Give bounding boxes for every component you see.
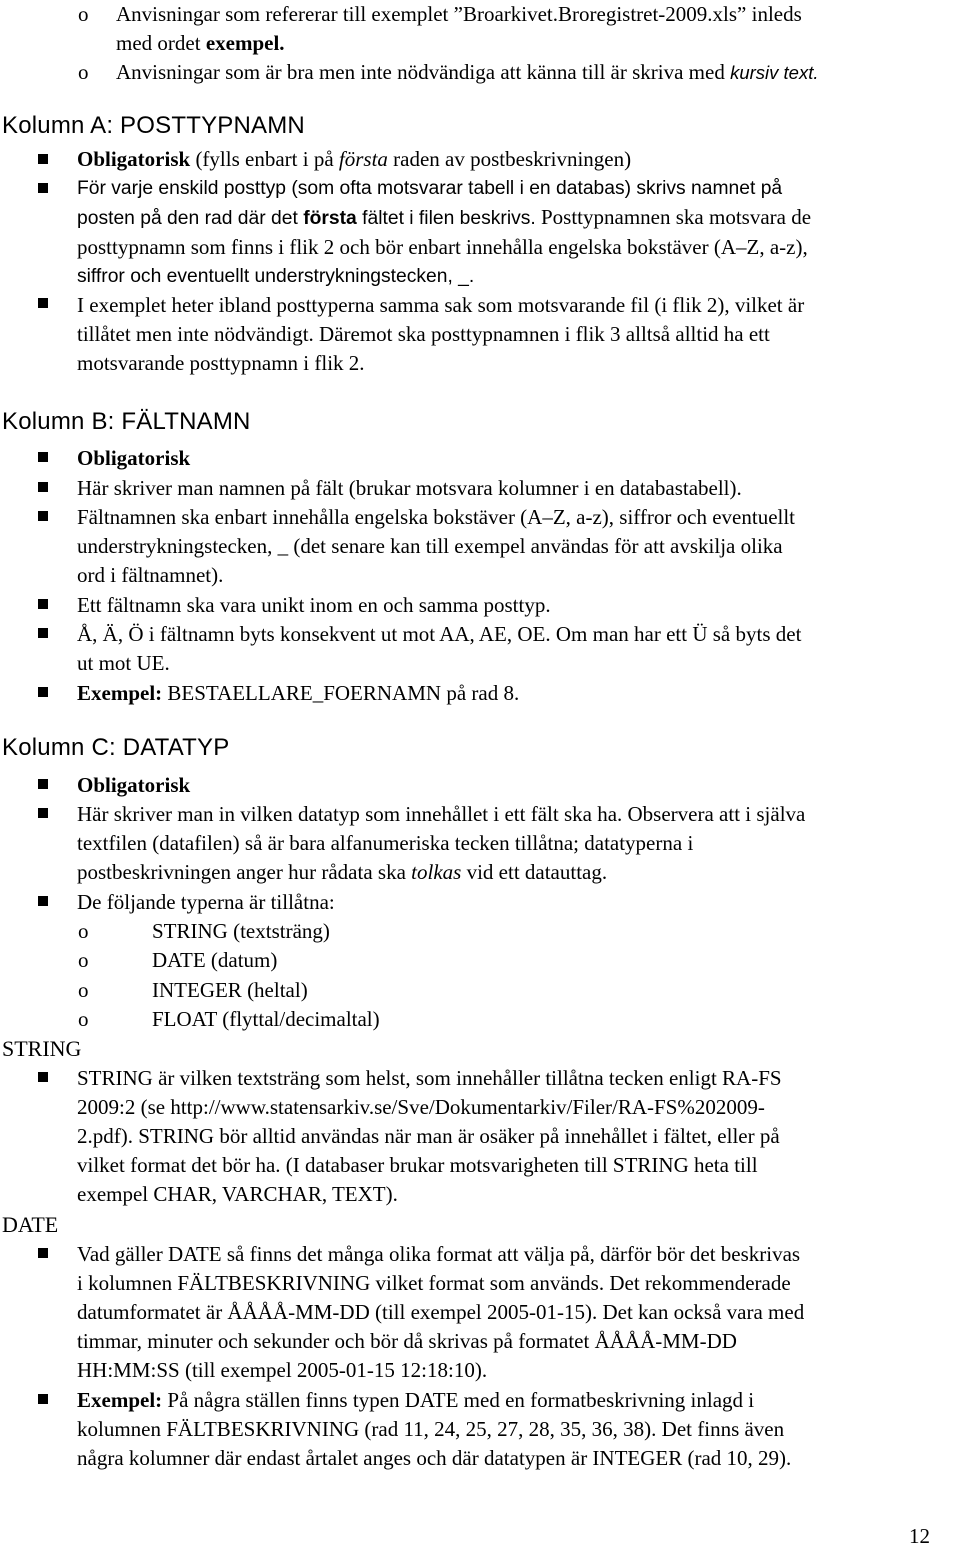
list-marker: o [78, 1007, 89, 1031]
bullet-icon [38, 779, 48, 789]
list-item [77, 291, 957, 378]
bold-text: Obligatorisk [77, 446, 191, 470]
list-item [77, 145, 957, 174]
text-span: vid ett datauttag. [461, 860, 608, 884]
text-line: Fältnamnen ska enbart innehålla engelska bokstäver (A–Z, a-z), siffror och eventuellt [77, 505, 796, 529]
text-line: tillåtet men inte nödvändigt. Däremot ska posttypnamnen i flik 3 alltså alltid ha ett [77, 322, 770, 346]
list-item: De följande typerna är tillåtna: [77, 890, 335, 914]
text-span: Posttypnamnen ska motsvara de [535, 205, 812, 229]
text-line [77, 203, 957, 233]
text-span: fältet i filen beskrivs. [356, 208, 536, 229]
text-line: timmar, minuter och sekunder och bör då skrivas på formatet ÅÅÅÅ-MM-DD [77, 1329, 737, 1353]
text-line [116, 29, 956, 58]
list-item [77, 800, 957, 887]
text-line: 2.pdf). STRING bör alltid användas när man är osäker på innehållet i fältet, eller på [77, 1124, 780, 1148]
list-marker: o [78, 919, 89, 943]
bullet-icon [38, 599, 48, 609]
text-span: med ordet [116, 31, 206, 55]
subheading-string: STRING [2, 1036, 82, 1061]
text-line: posttypnamn som finns i flik 2 och bör enbart innehålla engelska bokstäver (A–Z, a-z), [77, 235, 808, 259]
type-item: INTEGER (heltal) [152, 978, 308, 1002]
text-line: siffror och eventuellt understrykningstecken, _. [77, 266, 475, 287]
bullet-icon [38, 452, 48, 462]
text-span: (fylls enbart i på [190, 147, 339, 171]
text-line: några kolumner där endast årtalet anges och där datatypen är INTEGER (rad 10, 29). [77, 1446, 792, 1470]
list-item [77, 620, 957, 678]
section-heading-c: Kolumn C: DATATYP [2, 734, 230, 761]
bullet-icon [38, 183, 48, 193]
list-item [77, 174, 957, 291]
bullet-icon [38, 482, 48, 492]
bullet-icon [38, 628, 48, 638]
bullet-icon [38, 1072, 48, 1082]
bullet-icon [38, 687, 48, 697]
type-item: FLOAT (flyttal/decimaltal) [152, 1007, 380, 1031]
list-item [77, 679, 957, 708]
text-span: BESTAELLARE_FOERNAMN på rad 8. [162, 681, 520, 705]
list-item [77, 1240, 957, 1385]
section-heading-a: Kolumn A: POSTTYPNAMN [2, 112, 305, 139]
bullet-icon [38, 154, 48, 164]
list-item [77, 1064, 957, 1209]
bold-text: Obligatorisk [77, 773, 191, 797]
text-line: HH:MM:SS (till exempel 2005-01-15 12:18:10). [77, 1358, 488, 1382]
bullet-icon [38, 1248, 48, 1258]
text-line: ord i fältnamnet). [77, 563, 224, 587]
text-span: postbeskrivningen anger hur rådata ska [77, 860, 412, 884]
intro-item-1 [116, 0, 956, 58]
list-marker: o [78, 948, 89, 972]
text-line: I exemplet heter ibland posttyperna samma sak som motsvarande fil (i flik 2), vilket är [77, 293, 805, 317]
bullet-icon [38, 896, 48, 906]
type-item: STRING (textsträng) [152, 919, 330, 943]
bold-text: exempel. [205, 31, 285, 55]
text-line: Anvisningar som refererar till exemplet ”Broarkivet.Broregistret-2009.xls” inleds [116, 2, 802, 26]
bullet-icon [38, 511, 48, 521]
intro-item-2 [116, 58, 956, 87]
text-line: Vad gäller DATE så finns det många olika format att välja på, därför bör det beskrivas [77, 1242, 801, 1266]
text-line: motsvarande posttypnamn i flik 2. [77, 351, 365, 375]
text-line: ut mot UE. [77, 651, 170, 675]
text-line: exempel CHAR, VARCHAR, TEXT). [77, 1182, 398, 1206]
section-heading-b: Kolumn B: FÄLTNAMN [2, 408, 251, 435]
italic-text: tolkas [411, 860, 462, 884]
text-line: STRING är vilken textsträng som helst, som innehåller tillåtna tecken enligt RA-FS [77, 1066, 782, 1090]
text-line: 2009:2 (se http://www.statensarkiv.se/Sve/Dokumentarkiv/Filer/RA-FS%202009- [77, 1095, 765, 1119]
bold-text: första [303, 208, 357, 229]
bullet-icon [38, 808, 48, 818]
text-line: textfilen (datafilen) så är bara alfanumeriska tecken tillåtna; datatyperna i [77, 831, 694, 855]
list-item: Ett fältnamn ska vara unikt inom en och samma posttyp. [77, 593, 551, 617]
list-marker: o [78, 60, 89, 84]
text-line: i kolumnen FÄLTBESKRIVNING vilket format som används. Det rekommenderade [77, 1271, 791, 1295]
text-line: vilket format det bör ha. (I databaser brukar motsvarigheten till STRING heta till [77, 1153, 758, 1177]
italic-text: kursiv text. [730, 62, 819, 83]
text-span: posten på den rad där det [77, 208, 304, 229]
text-line: Å, Ä, Ö i fältnamn byts konsekvent ut mot AA, AE, OE. Om man har ett Ü så byts det [77, 622, 802, 646]
list-marker: o [78, 2, 89, 26]
page-number: 12 [909, 1524, 930, 1548]
text-line: datumformatet är ÅÅÅÅ-MM-DD (till exempel 2005-01-15). Det kan också vara med [77, 1300, 805, 1324]
text-span: raden av postbeskrivningen) [387, 147, 632, 171]
list-marker: o [78, 978, 89, 1002]
text-line: kolumnen FÄLTBESKRIVNING (rad 11, 24, 25, 27, 28, 35, 36, 38). Det finns även [77, 1417, 785, 1441]
list-item [77, 444, 957, 473]
bold-text: Exempel: [77, 1388, 163, 1412]
text-line [77, 1386, 957, 1415]
list-item [77, 1386, 957, 1473]
text-line: För varje enskild posttyp (som ofta motsvarar tabell i en databas) skrivs namnet på [77, 178, 783, 199]
text-span: På några ställen finns typen DATE med en formatbeskrivning inlagd i [162, 1388, 755, 1412]
list-item: Här skriver man namnen på fält (brukar motsvara kolumner i en databastabell). [77, 476, 742, 500]
bullet-icon [38, 298, 48, 308]
text-line: understrykningstecken, _ (det senare kan till exempel användas för att avskilja olika [77, 534, 783, 558]
list-item [77, 503, 957, 590]
italic-text: första [338, 147, 388, 171]
list-item [77, 771, 957, 800]
text-line [77, 858, 957, 887]
subheading-date: DATE [2, 1212, 59, 1237]
bold-text: Obligatorisk [77, 147, 191, 171]
text-line: Här skriver man in vilken datatyp som innehållet i ett fält ska ha. Observera att i själva [77, 802, 806, 826]
type-item: DATE (datum) [152, 948, 278, 972]
bold-text: Exempel: [77, 681, 163, 705]
bullet-icon [38, 1394, 48, 1404]
text-span: Anvisningar som är bra men inte nödvändiga att känna till är skriva med [116, 60, 731, 84]
